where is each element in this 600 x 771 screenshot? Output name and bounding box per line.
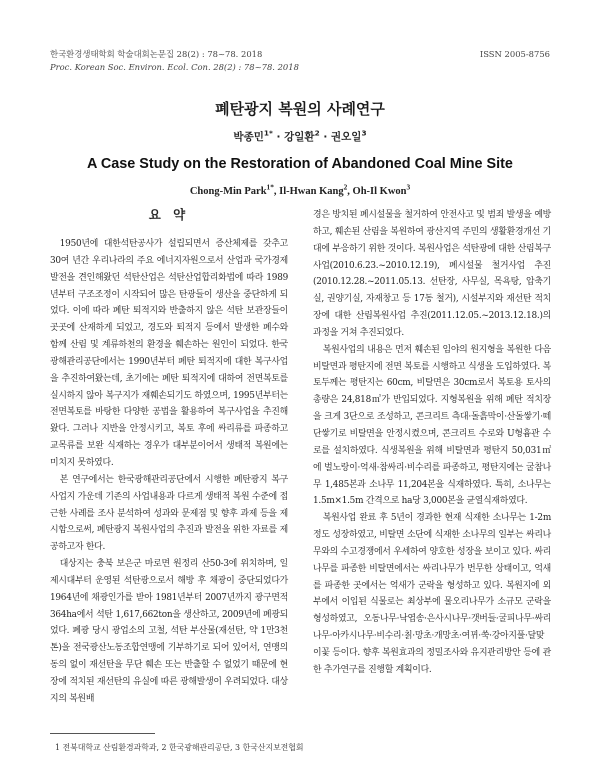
author-name: Oh-Il Kwon [352,186,407,197]
journal-citation-ko: 한국환경생태학회 학술대회논문집 28(2) : 78~78. 2018 [50,49,263,59]
author-affiliation-mark: 1* [263,128,273,138]
right-column [313,207,551,679]
author-affiliation-mark: 1* [266,182,274,192]
journal-citation-en: Proc. Korean Soc. Environ. Ecol. Con. 28(2) : 78~78. 2018 [50,62,299,72]
author-name: 권오일 [331,131,362,143]
running-header [50,48,550,74]
paper-title-en: A Case Study on the Restoration of Abandoned Coal Mine Site [87,156,513,172]
author-affiliation-mark: 2 [343,182,348,192]
paper-title-ko: 폐탄광지 복원의 사례연구 [215,100,385,118]
paragraph: 경은 방치된 폐시설물을 철거하여 안전사고 및 범죄 발생을 예방하고, 훼손된 산림을 복원하여 광산지역 주민의 생활환경개선 기대에 부응하기 위한 것이다. 복원사업은 석탄광에 대한 산림복구사업(2010.6.23.~2010.12.19), 폐시설물 철거사업 추진(2010.12.28.~2011.05.13. 선탄장, 사무실, 목욕탕, 압축기실, 권양기실, 자재창고 등 17동 철거), 시설부지와 재선탄 적치장에 대한 산림복원사업 추진(2011.12.05.~2013.12.18.)의 과정을 거쳐 추진되었다. [313,210,551,338]
author-name: 강일환 [284,131,315,143]
paragraph: 대상지는 충북 보은군 마로면 원정리 산50-3에 위치하며, 일제시대부터 운영된 석탄광으로서 해방 후 채광이 중단되었다가 1964년에 채광인가를 받아 1981년부터 2007년까지 광구면적 364ha에서 석탄 1,617,662ton을 생산하고, 2009년에 폐광되었다. 폐광 당시 광업소의 고철, 석탄 부산물(재선탄, 약 1만3천톤)을 전국광산노동조합연맹에 기부하기로 되어 있어서, 연맹의 동의 없이 재선탄을 무단 훼손 또는 반출할 수 없었기 때문에 현장에 적치된 재선탄의 유실에 따른 광해발생이 우려되었다. 대상지의 복원배 [50,559,288,704]
authors-ko [0,129,600,144]
footnote-divider [50,733,155,734]
author-name: 박종민 [233,131,264,143]
paragraph: 본 연구에서는 한국광해관리공단에서 시행한 폐탄광지 복구사업지 가운데 기존의 사업내용과 다르게 생태적 복원 수준에 접근한 사례를 조사 분석하여 성과와 문제점 및 향후 과제 등을 제시함으로써, 폐탄광지 복원사업의 추진과 발전을 위한 자료를 제공하고자 한다. [50,474,288,553]
paragraph: 1950년에 대한석탄공사가 설립되면서 증산체제를 갖추고 30여 년간 우리나라의 주요 에너지자원으로서 산업과 국가경제 발전을 견인해왔던 석탄산업은 석탄산업합리화법에 따라 1989년부터 구조조정이 시작되어 많은 탄광들이 생산을 중단하게 되었다. 이에 따라 폐탄 퇴적지와 반출하지 않은 석탄 보관장들이 곳곳에 산재하게 되었고, 경도와 퇴적지 등에서 발생한 폐수와 함께 산림 및 계류하천의 환경을 훼손하는 원인이 되었다. 한국광해관리공단에서는 1990년부터 폐탄 퇴적지에 대한 복구사업을 추진하여왔는데, 초기에는 폐탄 퇴적지에 대하여 전면복토를 실시하지 않아 복구지가 재훼손되기도 하였으며, 1995년부터는 전면복토를 바탕한 다양한 공법을 활용하여 복구사업을 추진해왔다. 그러나 지반을 안정시키고, 복토 후에 싸리류를 파종하고 교목류를 보완 식재하는 경우가 대부분이어서 생태적 복원에는 미치지 못하였다. [50,239,288,468]
left-column [50,206,288,708]
paragraph: 복원사업 완료 후 5년이 경과한 현재 식재한 소나무는 1-2m 정도 성장하였고, 비탈면 소단에 식재한 소나무의 일부는 싸리나무와의 수고경쟁에서 우세하여 양호한 성장을 보이고 있다. 싸리나무를 파종한 비탈면에서는 싸리나무가 번무한 상태이고, 억새를 파종한 곳에서는 억새가 군락을 형성하고 있다. 복원지에 외부에서 이입된 식물로는 최상부에 물오리나무가 소규모 군락을 형성하였고, 오동나무·낙엽송·은사시나무·갯버들·굴피나무·싸리나무·아카시나무·비수리·칡·망초·개망초·여뀌·쑥·강아지풀·달맞이꽃 등이다. 향후 복원효과의 정밀조사와 유지관리방안 등에 관한 추가연구를 진행할 계획이다. [313,513,551,675]
author-separator: · [319,131,331,143]
author-affiliation-mark: 2 [314,128,320,138]
paragraph: 복원사업의 내용은 먼저 훼손된 임야의 원지형을 복원한 다음 비탈면과 평탄지에 전면 복토를 시행하고 식생을 도입하였다. 복토두께는 평탄지는 60cm, 비탈면은 30cm로서 복토용 토사의 총량은 24,818㎥가 반입되었다. 지형복원을 위해 폐탄 적치장을 크게 3단으로 조성하고, 콘크리트 측대·돌흙막이·산돌쌓기·떼단쌓기로 비탈면을 안정시켰으며, 콘크리트 수로와 U형흄관 수로를 설치하였다. 식생복원을 위해 비탈면과 평탄지 50,031㎡에 벌노랑이·억새·참싸리·비수리를 파종하고, 평탄지에는 굴참나무 1,485본과 소나무 11,204본을 식재하였다. 특히, 소나무는 1.5m×1.5m 간격으로 ha당 3,000본을 균열식재하였다. [313,344,551,507]
affiliations-footnote: 1 전북대학교 산림환경과학과, 2 한국광해관리공단, 3 한국산지보전협회 [55,743,304,752]
abstract-heading: 요 약 [148,207,190,222]
authors-en [0,182,600,197]
author-separator: , [347,186,353,197]
author-affiliation-mark: 3 [406,182,411,192]
author-name: Chong-Min Park [189,186,267,197]
issn: ISSN 2005-8756 [479,49,550,59]
author-separator: · [272,131,285,143]
author-affiliation-mark: 3 [361,128,367,138]
author-separator: , [273,186,280,197]
author-name: Il-Hwan Kang [279,186,344,197]
